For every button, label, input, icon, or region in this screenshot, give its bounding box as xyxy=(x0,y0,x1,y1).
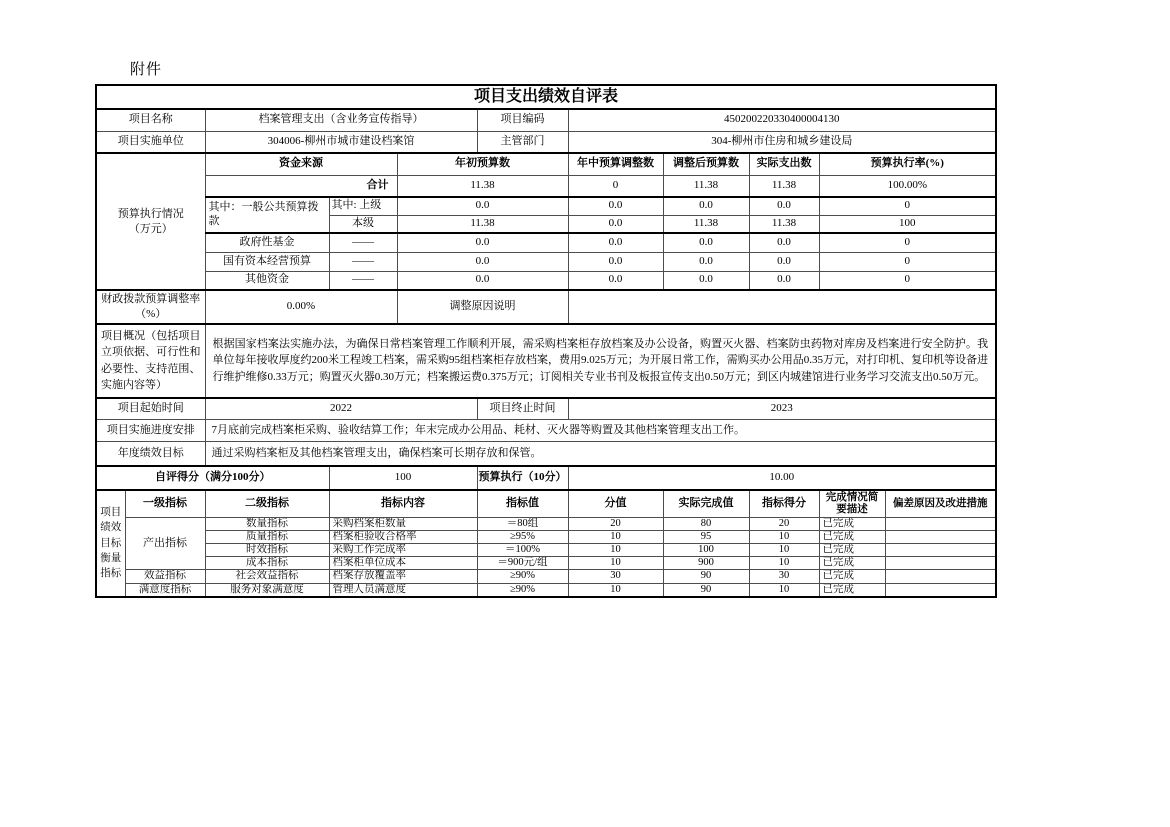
budget-row-other-adjusted: 0.0 xyxy=(663,271,749,290)
budget-exec-score-value: 10.00 xyxy=(568,466,996,490)
end-time-value: 2023 xyxy=(568,398,996,420)
budget-row-other-actual: 0.0 xyxy=(749,271,819,290)
indicator-row-status: 已完成 xyxy=(819,544,885,557)
indicator-row-deviation xyxy=(885,557,996,570)
budget-group-label: 其中：一般公共预算拨款 xyxy=(205,197,329,233)
budget-row-upper-label: 其中: 上级 xyxy=(329,197,397,215)
indicator-row-target: ≥90% xyxy=(477,570,568,583)
indicator-row-deviation xyxy=(885,531,996,544)
budget-row-upper-mid: 0.0 xyxy=(568,197,663,215)
indicator-row-level2: 服务对象满意度 xyxy=(205,583,329,597)
start-time-label: 项目起始时间 xyxy=(96,398,205,420)
indicator-row-got: 20 xyxy=(749,518,819,531)
indicator-row-target: ＝900元/组 xyxy=(477,557,568,570)
budget-row-local-rate: 100 xyxy=(819,215,996,233)
budget-row-local-actual: 11.38 xyxy=(749,215,819,233)
department-value: 304-柳州市住房和城乡建设局 xyxy=(568,131,996,153)
budget-col-initial: 年初预算数 xyxy=(397,153,568,175)
indicator-row-actual: 90 xyxy=(663,570,749,583)
budget-total-mid: 0 xyxy=(568,175,663,197)
indicator-row-deviation xyxy=(885,583,996,597)
department-label: 主管部门 xyxy=(477,131,568,153)
budget-row-local-label: 本级 xyxy=(329,215,397,233)
indicator-row-got: 10 xyxy=(749,583,819,597)
budget-row-other-initial: 0.0 xyxy=(397,271,568,290)
indicator-col-level1: 一级指标 xyxy=(125,490,205,518)
budget-col-mid: 年中预算调整数 xyxy=(568,153,663,175)
self-score-value: 100 xyxy=(329,466,477,490)
annual-goal-label: 年度绩效目标 xyxy=(96,442,205,466)
indicator-row-status: 已完成 xyxy=(819,583,885,597)
budget-row-local-initial: 11.38 xyxy=(397,215,568,233)
budget-row-other-mid: 0.0 xyxy=(568,271,663,290)
budget-total-actual: 11.38 xyxy=(749,175,819,197)
indicator-row-level2: 时效指标 xyxy=(205,544,329,557)
budget-exec-score-label: 预算执行（10分） xyxy=(477,466,568,490)
indicator-row-got: 30 xyxy=(749,570,819,583)
indicator-row-status: 已完成 xyxy=(819,531,885,544)
budget-total-initial: 11.38 xyxy=(397,175,568,197)
adjustment-rate-label-line2: （%） xyxy=(135,307,167,320)
indicator-row-score: 30 xyxy=(568,570,663,583)
indicator-col-level2: 二级指标 xyxy=(205,490,329,518)
indicator-row-score: 20 xyxy=(568,518,663,531)
budget-row-local-adjusted: 11.38 xyxy=(663,215,749,233)
indicator-row-actual: 80 xyxy=(663,518,749,531)
indicator-col-target: 指标值 xyxy=(477,490,568,518)
attachment-label: 附件 xyxy=(130,62,163,78)
adjustment-reason-value xyxy=(568,290,996,324)
budget-col-source: 资金来源 xyxy=(205,153,397,175)
indicator-col-content: 指标内容 xyxy=(329,490,477,518)
indicator-row-level2: 成本指标 xyxy=(205,557,329,570)
indicator-row-status: 已完成 xyxy=(819,518,885,531)
adjustment-rate-label-line1: 财政拨款预算调整率 xyxy=(101,293,201,305)
adjustment-rate-value: 0.00% xyxy=(205,290,397,324)
budget-row-other-rate: 0 xyxy=(819,271,996,290)
budget-section-label-line2: （万元） xyxy=(128,222,173,235)
budget-row-capital-actual: 0.0 xyxy=(749,252,819,271)
budget-row-capital-mid: 0.0 xyxy=(568,252,663,271)
indicator-row-deviation xyxy=(885,544,996,557)
implement-unit-value: 304006-柳州市城市建设档案馆 xyxy=(205,131,477,153)
indicator-row-actual: 95 xyxy=(663,531,749,544)
indicator-group-output: 产出指标 xyxy=(125,518,205,570)
indicator-row-got: 10 xyxy=(749,544,819,557)
indicator-row-content: 管理人员满意度 xyxy=(329,583,477,597)
indicator-row-target: ≥95% xyxy=(477,531,568,544)
end-time-label: 项目终止时间 xyxy=(477,398,568,420)
budget-row-other-label: 其他资金 xyxy=(205,271,329,290)
indicator-row-score: 10 xyxy=(568,557,663,570)
indicator-row-actual: 90 xyxy=(663,583,749,597)
indicator-row-content: 档案柜单位成本 xyxy=(329,557,477,570)
indicator-row-target: ＝100% xyxy=(477,544,568,557)
budget-col-adjusted: 调整后预算数 xyxy=(663,153,749,175)
budget-row-fund-mid: 0.0 xyxy=(568,233,663,252)
annual-goal-text: 通过采购档案柜及其他档案管理支出，确保档案可长期存放和保管。 xyxy=(205,442,996,466)
implement-unit-label: 项目实施单位 xyxy=(96,131,205,153)
budget-total-adjusted: 11.38 xyxy=(663,175,749,197)
budget-row-upper-rate: 0 xyxy=(819,197,996,215)
indicator-row-score: 10 xyxy=(568,544,663,557)
budget-row-local-mid: 0.0 xyxy=(568,215,663,233)
budget-row-fund-initial: 0.0 xyxy=(397,233,568,252)
indicator-row-score: 10 xyxy=(568,583,663,597)
indicator-group-satisfaction: 满意度指标 xyxy=(125,583,205,597)
adjustment-rate-label xyxy=(96,290,205,324)
indicator-row-target: ≥90% xyxy=(477,583,568,597)
indicator-row-content: 档案存放覆盖率 xyxy=(329,570,477,583)
indicator-row-deviation xyxy=(885,570,996,583)
indicator-row-level2: 数量指标 xyxy=(205,518,329,531)
indicator-col-status: 完成情况简要描述 xyxy=(819,490,885,518)
progress-text: 7月底前完成档案柜采购、验收结算工作；年末完成办公用品、耗材、灭火器等购置及其他档案管理支出工作。 xyxy=(205,420,996,442)
budget-row-fund-label: 政府性基金 xyxy=(205,233,329,252)
indicator-col-score: 分值 xyxy=(568,490,663,518)
indicator-group-benefit: 效益指标 xyxy=(125,570,205,583)
budget-col-rate: 预算执行率(%) xyxy=(819,153,996,175)
indicator-row-level2: 社会效益指标 xyxy=(205,570,329,583)
budget-row-capital-initial: 0.0 xyxy=(397,252,568,271)
budget-row-fund-actual: 0.0 xyxy=(749,233,819,252)
indicator-row-target: ＝80组 xyxy=(477,518,568,531)
form-title: 项目支出绩效自评表 xyxy=(96,85,996,109)
indicator-row-content: 采购档案柜数量 xyxy=(329,518,477,531)
indicator-row-got: 10 xyxy=(749,531,819,544)
budget-section-label xyxy=(96,153,205,290)
budget-row-upper-adjusted: 0.0 xyxy=(663,197,749,215)
budget-row-fund-dash: —— xyxy=(329,233,397,252)
project-name-label: 项目名称 xyxy=(96,109,205,131)
indicator-row-level2: 质量指标 xyxy=(205,531,329,544)
budget-total-label: 合计 xyxy=(205,175,397,197)
self-score-label: 自评得分（满分100分） xyxy=(96,466,329,490)
budget-row-capital-rate: 0 xyxy=(819,252,996,271)
indicator-row-content: 采购工作完成率 xyxy=(329,544,477,557)
indicator-row-status: 已完成 xyxy=(819,570,885,583)
overview-text: 根据国家档案法实施办法，为确保日常档案管理工作顺利开展，需采购档案柜存放档案及办公设备，购置灭火器、档案防虫药物对库房及档案进行安全防护。我单位每年接收厚度约200米工程竣工档案，需采购95组档案柜存放档案，费用9.025万元；为开展日常工作，需购买办公用品0.35万元，对打印机、复印机等设备进行维护维修0.33万元；购置灭火器0.30万元；档案搬运费0.375万元；订阅相关专业书刊及板报宣传支出0.50万元；到区内城建馆进行业务学习交流支出0.50万元。 xyxy=(205,324,996,398)
indicator-row-actual: 100 xyxy=(663,544,749,557)
overview-label: 项目概况（包括项目立项依据、可行性和必要性、支持范围、实施内容等） xyxy=(96,324,205,398)
indicator-col-got: 指标得分 xyxy=(749,490,819,518)
project-code-value: 450200220330400004130 xyxy=(568,109,996,131)
indicator-row-got: 10 xyxy=(749,557,819,570)
indicator-row-status: 已完成 xyxy=(819,557,885,570)
budget-row-capital-adjusted: 0.0 xyxy=(663,252,749,271)
budget-row-upper-actual: 0.0 xyxy=(749,197,819,215)
budget-row-other-dash: —— xyxy=(329,271,397,290)
budget-row-capital-label: 国有资本经营预算 xyxy=(205,252,329,271)
indicator-row-deviation xyxy=(885,518,996,531)
budget-total-rate: 100.00% xyxy=(819,175,996,197)
budget-row-fund-adjusted: 0.0 xyxy=(663,233,749,252)
indicator-col-actual: 实际完成值 xyxy=(663,490,749,518)
budget-section-label-line1: 预算执行情况 xyxy=(117,207,184,220)
budget-row-upper-initial: 0.0 xyxy=(397,197,568,215)
project-code-label: 项目编码 xyxy=(477,109,568,131)
self-evaluation-form xyxy=(95,84,997,598)
indicator-row-content: 档案柜验收合格率 xyxy=(329,531,477,544)
start-time-value: 2022 xyxy=(205,398,477,420)
project-name-value: 档案管理支出（含业务宣传指导） xyxy=(205,109,477,131)
budget-row-capital-dash: —— xyxy=(329,252,397,271)
indicator-side-label: 项目绩效目标衡量指标 xyxy=(96,490,125,597)
adjustment-reason-label: 调整原因说明 xyxy=(397,290,568,324)
indicator-col-deviation: 偏差原因及改进措施 xyxy=(885,490,996,518)
budget-col-actual: 实际支出数 xyxy=(749,153,819,175)
indicator-row-score: 10 xyxy=(568,531,663,544)
progress-label: 项目实施进度安排 xyxy=(96,420,205,442)
budget-row-fund-rate: 0 xyxy=(819,233,996,252)
indicator-row-actual: 900 xyxy=(663,557,749,570)
